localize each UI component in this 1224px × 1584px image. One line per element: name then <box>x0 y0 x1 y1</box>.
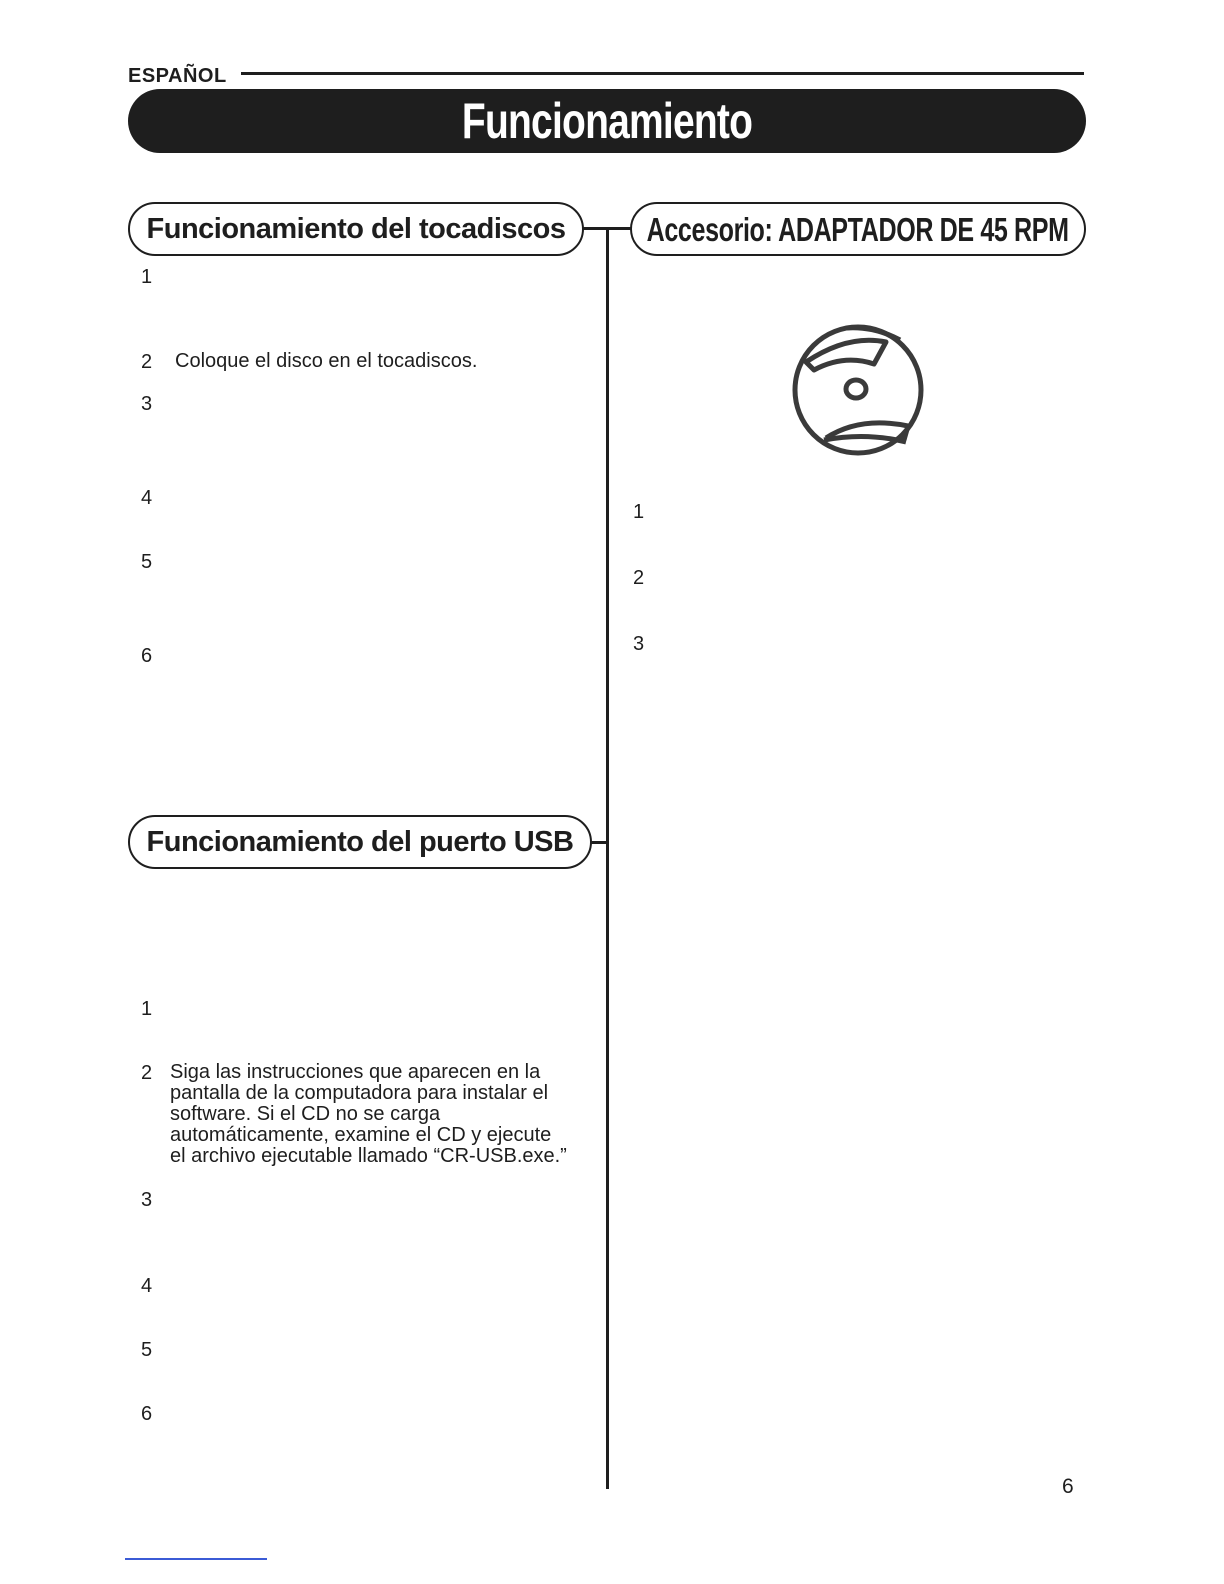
turntable-step-5-number: 5 <box>141 551 153 573</box>
turntable-step-6-number: 6 <box>141 645 153 667</box>
usb-step-2-line: pantalla de la computadora para instalar el <box>170 1082 549 1104</box>
adapter-45rpm-icon <box>788 320 928 460</box>
usb-step-2-line: software. Si el CD no se carga <box>170 1103 441 1125</box>
usb-step-2-number: 2 <box>141 1062 153 1084</box>
usb-step-6-number: 6 <box>141 1403 153 1425</box>
turntable-header-connector <box>582 227 632 230</box>
usb-header-connector <box>590 841 608 844</box>
usb-step-1-number: 1 <box>141 998 153 1020</box>
turntable-step-4-number: 4 <box>141 487 153 509</box>
usb-step-2-line: Siga las instrucciones que aparecen en la <box>170 1061 541 1083</box>
turntable-step-2-number: 2 <box>141 351 153 373</box>
usb-step-4-number: 4 <box>141 1275 153 1297</box>
footer-link-underline <box>125 1558 267 1560</box>
usb-step-2-line: el archivo ejecutable llamado “CR-USB.exe.” <box>170 1145 567 1167</box>
accessory-step-2-number: 2 <box>633 567 645 589</box>
column-divider <box>606 228 609 1489</box>
language-label: ESPAÑOL <box>128 65 227 87</box>
usb-step-5-number: 5 <box>141 1339 153 1361</box>
accessory-section-header <box>630 202 1086 256</box>
page-title-banner <box>128 89 1086 153</box>
accessory-step-3-number: 3 <box>633 633 645 655</box>
turntable-section-title: Funcionamiento del tocadiscos <box>146 212 566 245</box>
usb-section-title: Funcionamiento del puerto USB <box>146 825 574 858</box>
accessory-step-1-number: 1 <box>633 501 645 523</box>
turntable-section-header <box>128 202 584 256</box>
usb-section-header <box>128 815 592 869</box>
usb-step-2-text <box>170 1062 567 1167</box>
usb-step-2-line: automáticamente, examine el CD y ejecute <box>170 1124 552 1146</box>
page-title: Funcionamiento <box>461 93 753 149</box>
usb-step-3-number: 3 <box>141 1189 153 1211</box>
accessory-section-title: Accesorio: ADAPTADOR DE 45 RPM <box>647 210 1070 248</box>
turntable-step-3-number: 3 <box>141 393 153 415</box>
page-number: 6 <box>1062 1475 1074 1498</box>
turntable-step-1-number: 1 <box>141 266 153 288</box>
turntable-step-2-text: Coloque el disco en el tocadiscos. <box>175 350 478 372</box>
header-rule <box>241 72 1084 75</box>
